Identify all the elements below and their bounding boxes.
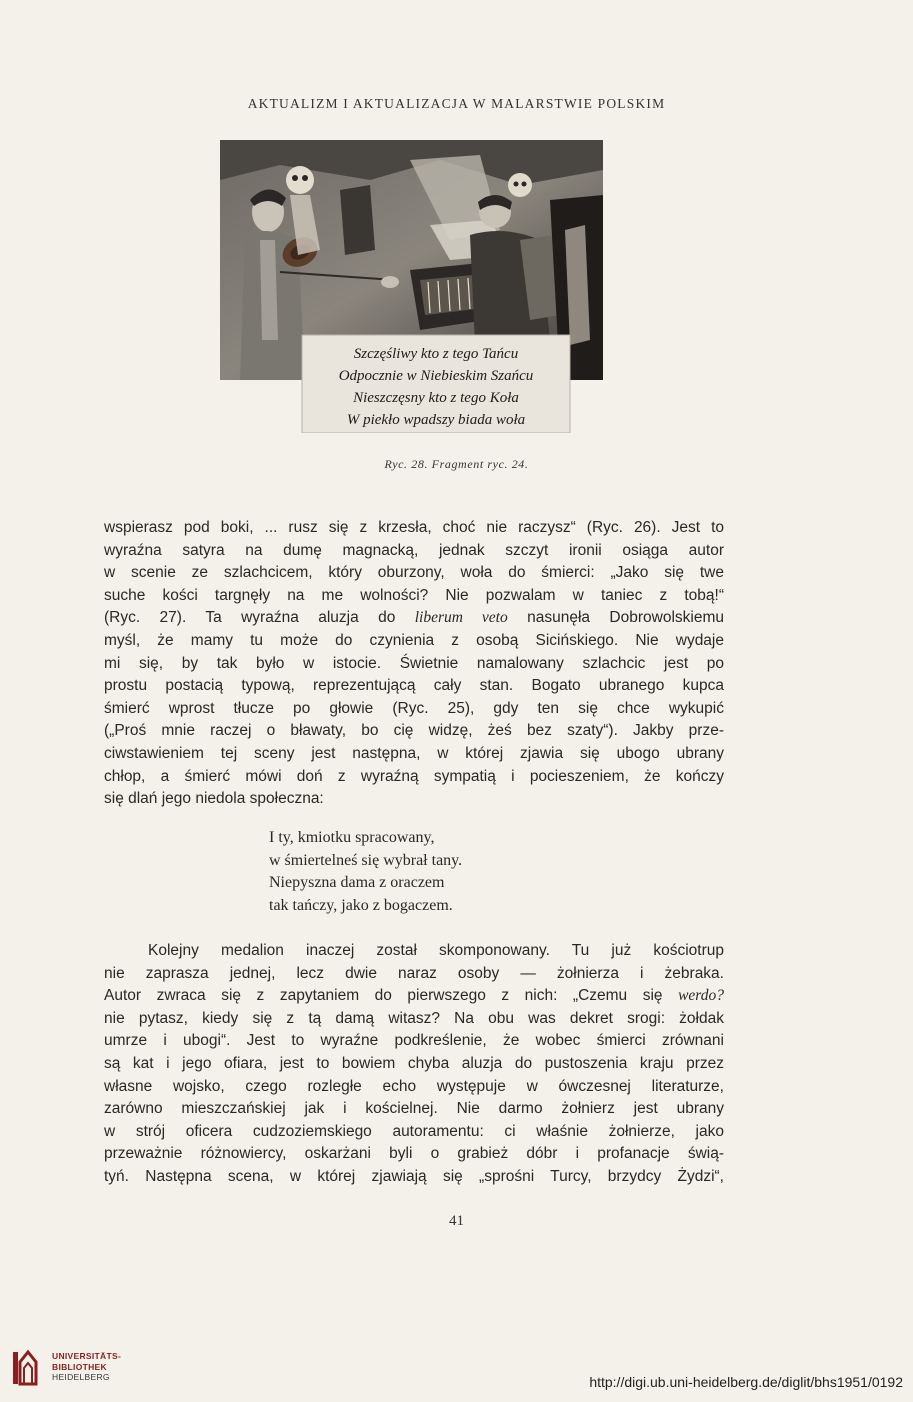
inscription-line-3: Nieszczęsny kto z tego Koła [353, 390, 519, 406]
running-head: AKTUALIZM I AKTUALIZACJA W MALARSTWIE POLSKIM [247, 96, 666, 111]
text-line: myśl, że mamy tu może do czynienia z osobą Sicińskiego. Nie wydaje [104, 631, 724, 649]
poem-line: Niepyszna dama z oraczem [269, 874, 445, 891]
text-line: tyń. Następna scena, w której zjawiają się „sprośni Turcy, brzydcy Żydzi“, [104, 1167, 724, 1185]
text-line: śmierć wprost tłucze po głowie (Ryc. 25), gdy ten się chce wykupić [104, 699, 724, 717]
italic-term: liberum veto [414, 609, 508, 627]
text-line [104, 607, 724, 630]
library-logo[interactable] [12, 1348, 152, 1388]
inscription-line-2: Odpocznie w Niebieskim Szańcu [338, 368, 534, 384]
paragraph-1 [104, 517, 724, 811]
library-emblem-icon [12, 1348, 42, 1386]
text-line: przeważnie różnowiercy, oskarżani byli o grabież dóbr i profanacje świą- [104, 1145, 724, 1163]
text-line: prostu postacią typową, reprezentującą cały stan. Bogato ubranego kupca [104, 677, 724, 695]
text-line: zarówno mieszczańskiej jak i kościelnej. Nie darmo żołnierz jest ubrany [104, 1100, 724, 1118]
source-url-link[interactable]: http://digi.ub.uni-heidelberg.de/diglit/bhs1951/0192 [589, 1374, 903, 1390]
text-line: suche kości targnęły na me wolności? Nie pozwalam w taniec z tobą!“ [104, 586, 724, 604]
text-line [104, 985, 724, 1008]
figure-caption: Ryc. 28. Fragment ryc. 24. [384, 457, 529, 471]
text-line: umrze i ubogi“. Jest to wyraźne podkreślenie, że wobec śmierci zrównani [104, 1032, 724, 1050]
text-line: nie zaprasza jednej, lecz dwie naraz osoby — żołnierza i żebraka. [104, 964, 724, 982]
text-line: ciwstawieniem tej sceny jest następna, w której zjawia się ubogo ubrany [104, 744, 724, 762]
text-run: nasunęła Dobrowolskiemu [507, 609, 724, 627]
text-run: (Ryc. 27). Ta wyraźna aluzja do [104, 609, 415, 627]
page-number: 41 [449, 1213, 464, 1229]
poem-line: I ty, kmiotku spracowany, [269, 829, 435, 846]
logo-line: HEIDELBERG [52, 1372, 110, 1382]
figure-engraving [220, 140, 603, 433]
inscription-line-4: W piekło wpadszy biada woła [346, 412, 526, 428]
text-line: chłop, a śmierć mówi doń z wyraźną sympatią i pocieszeniem, że kończy [104, 767, 724, 785]
dance-of-death-painting [220, 140, 603, 433]
inscription-line-1: Szczęśliwy kto z tego Tańcu [353, 346, 519, 362]
text-line: są kat i jego ofiara, jest to bowiem chyba aluzja do pustoszenia kraju przez [104, 1054, 724, 1072]
text-line: („Proś mnie raczej o bławaty, bo cię widzę, żeś bez szaty“). Jakby prze- [104, 722, 724, 740]
italic-term: werdo? [678, 987, 724, 1005]
text-line: w strój oficera cudzoziemskiego autoramentu: ci właśnie żołnierze, jako [104, 1122, 724, 1140]
text-line: wspierasz pod boki, ... rusz się z krzesła, choć nie raczysz“ (Ryc. 26). Jest to [104, 519, 724, 536]
logo-line: UNIVERSITÄTS- [52, 1351, 122, 1361]
paragraph-2 [104, 940, 724, 1189]
text-line: w scenie ze szlachcicem, który oburzony, woła do śmierci: „Jako się twe [104, 564, 724, 582]
text-line: wyraźna satyra na dumę magnacką, jednak szczyt ironii osiąga autor [104, 541, 724, 559]
text-line: Kolejny medalion inaczej został skomponowany. Tu już kościotrup [148, 942, 724, 959]
poem-line: tak tańczy, jako z bogaczem. [269, 896, 453, 914]
poem-quote [269, 827, 462, 917]
text-line: własne wojsko, czego rozległe echo występuje w ówczesnej literaturze, [104, 1077, 724, 1095]
logo-line: BIBLIOTHEK [52, 1361, 107, 1372]
text-line: się dlań jego niedola społeczna: [104, 790, 324, 808]
text-line: nie pytasz, kiedy się z tą damą witasz? Na obu was dekret srogi: żołdak [104, 1009, 724, 1027]
library-name [52, 1351, 121, 1383]
text-run: Autor zwraca się z zapytaniem do pierwszego z nich: „Czemu się [104, 987, 679, 1005]
text-line: mi się, by tak było w istocie. Świetnie namalowany szlachcic jest po [104, 654, 724, 672]
poem-line: w śmiertelneś się wybrał tany. [269, 851, 463, 869]
